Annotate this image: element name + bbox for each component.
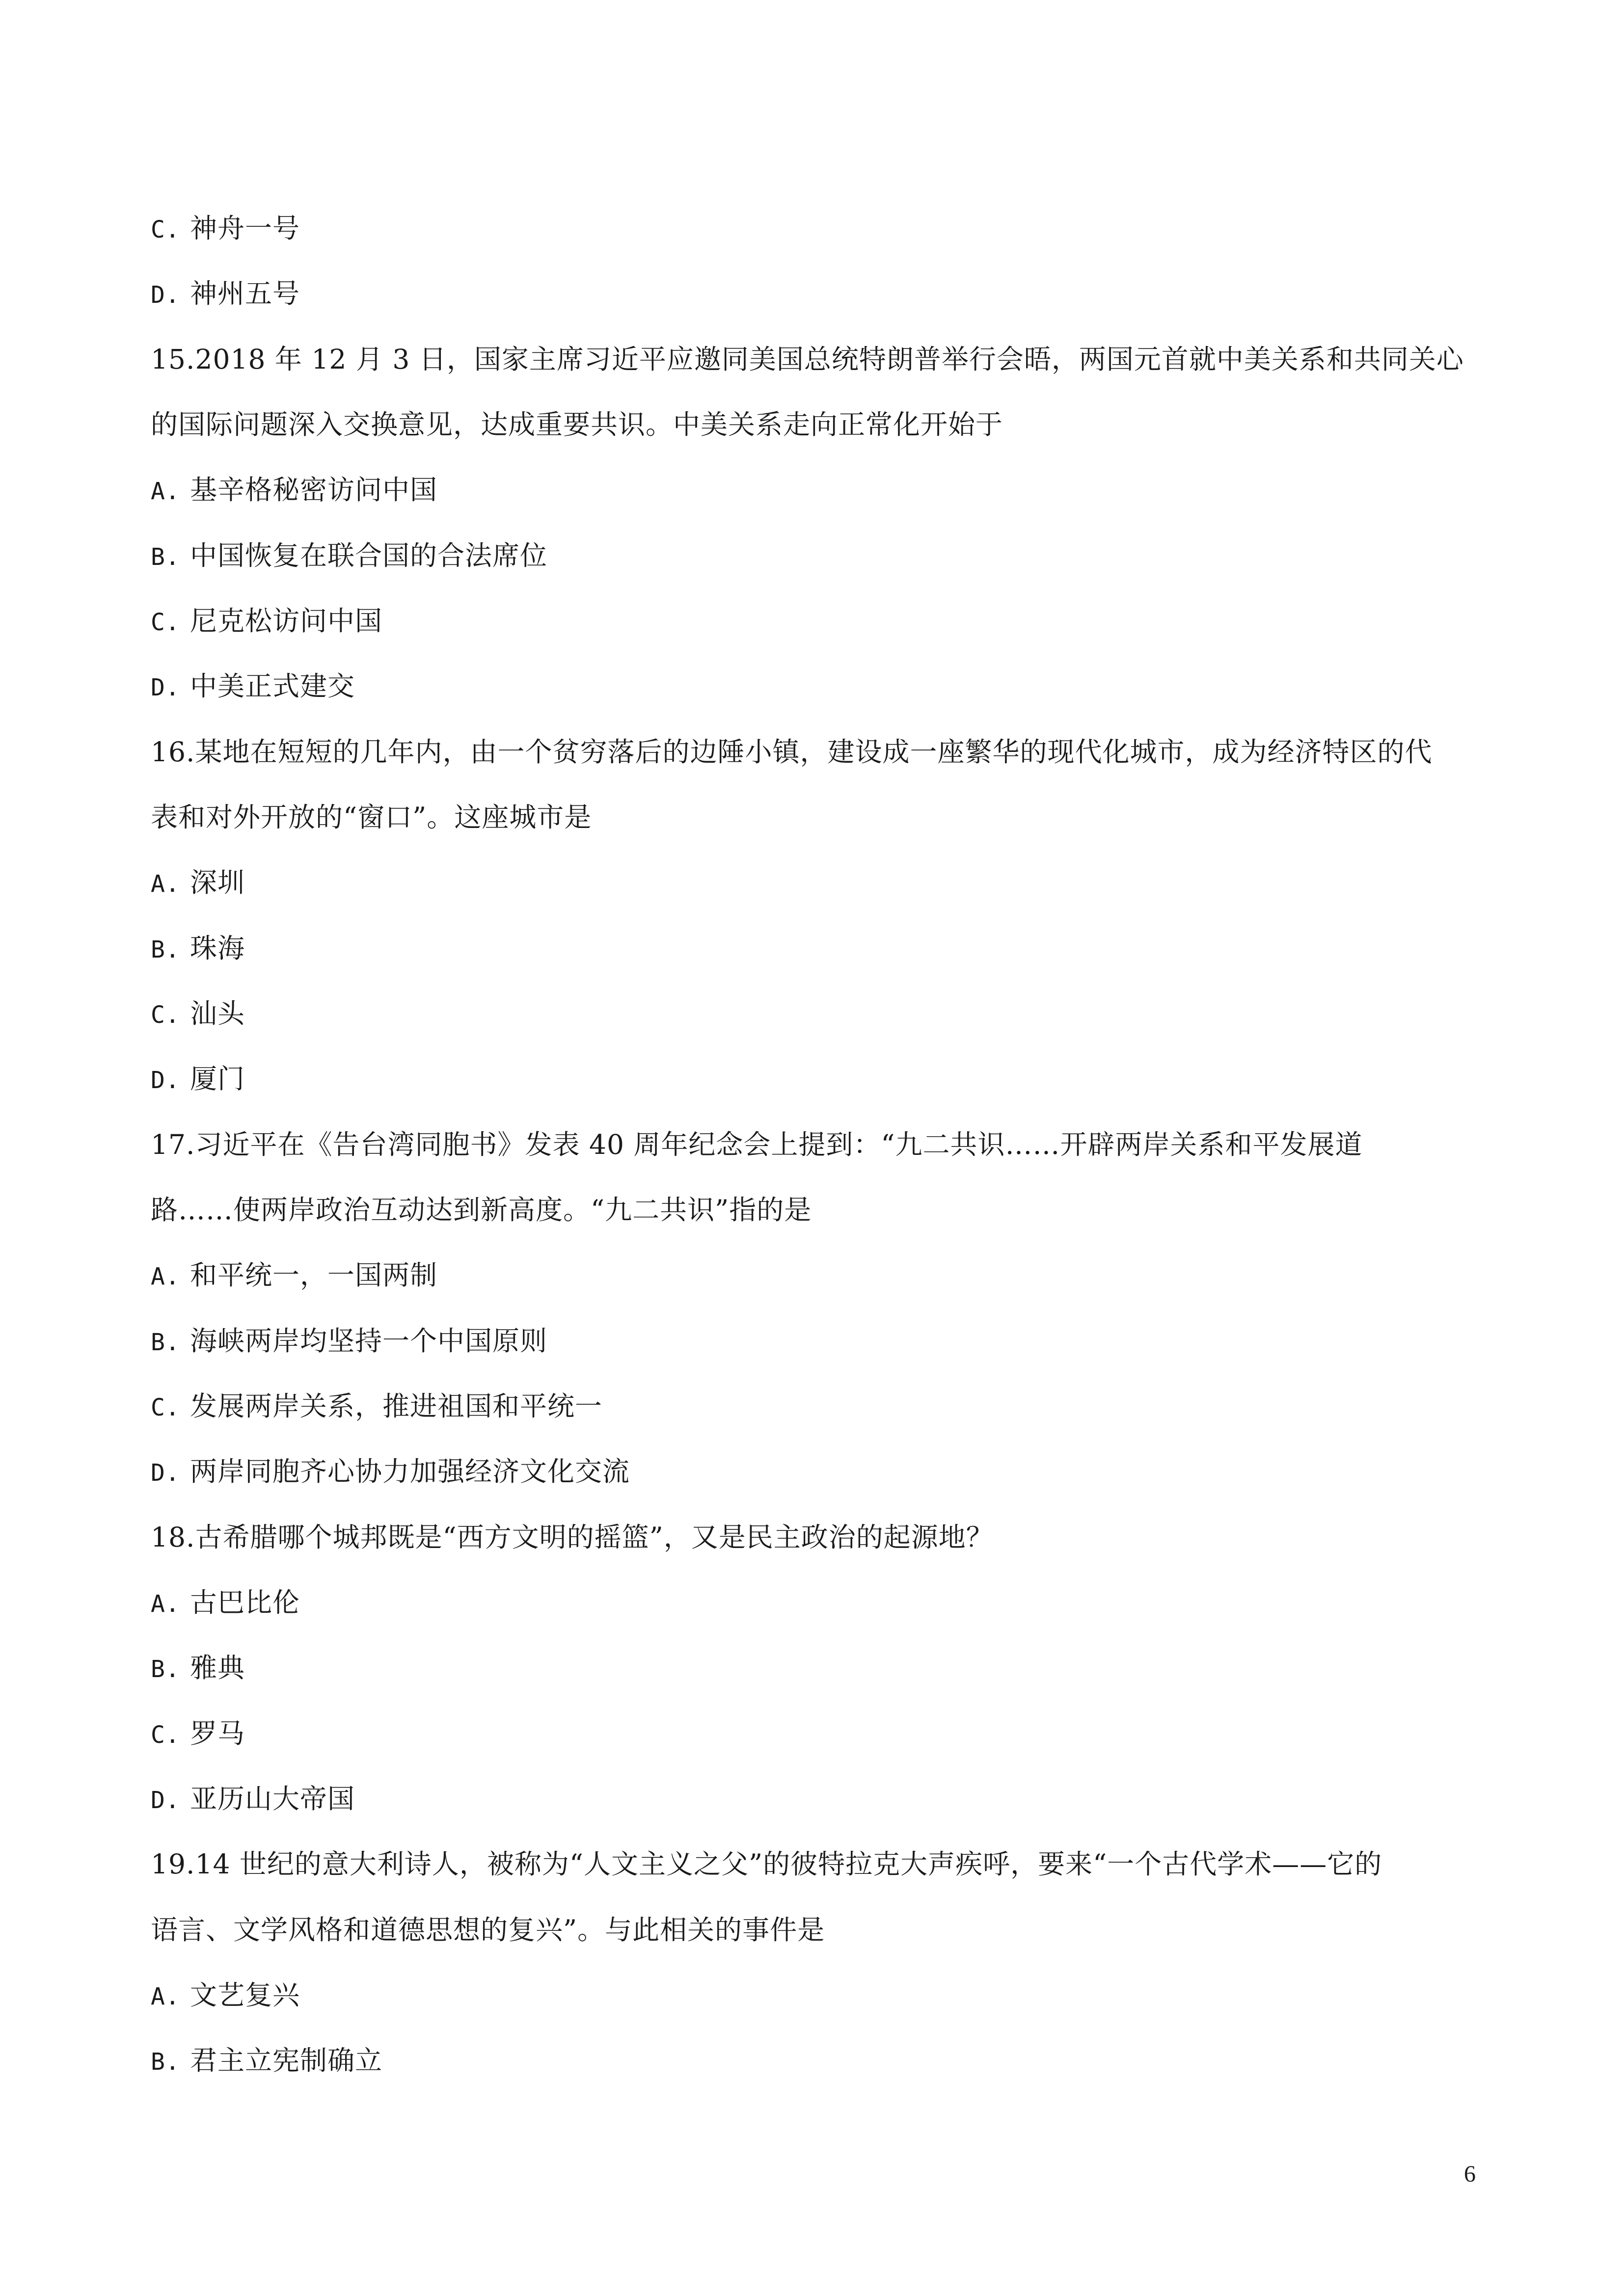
option-text: 深圳	[190, 867, 245, 898]
q18-option-a	[151, 1585, 300, 1621]
option-text: 两岸同胞齐心协力加强经济文化交流	[190, 1456, 630, 1487]
q17-option-c	[151, 1389, 602, 1425]
option-text: 尼克松访问中国	[190, 605, 383, 637]
option-text: 中美正式建交	[190, 670, 355, 702]
option-letter: B.	[151, 2048, 180, 2076]
option-text: 罗马	[190, 1718, 245, 1749]
q18-stem-line1: 18.古希腊哪个城邦既是“西方文明的摇篮”，又是民主政治的起源地？	[151, 1522, 994, 1553]
q15-stem-line1: 15.2018 年 12 月 3 日，国家主席习近平应邀同美国总统特朗普举行会晤，两国元首就中美关系和共同关心	[151, 344, 1464, 375]
option-letter: D.	[151, 1787, 180, 1814]
q18-option-b	[151, 1651, 245, 1686]
q15-option-a	[151, 473, 437, 508]
q16-option-a	[151, 865, 245, 901]
option-text: 汕头	[190, 998, 245, 1029]
option-letter: C.	[151, 609, 180, 636]
option-letter: D.	[151, 281, 180, 309]
option-text: 发展两岸关系，推进祖国和平统一	[190, 1390, 603, 1422]
option-letter: A.	[151, 1263, 180, 1290]
option-letter: C.	[151, 1394, 180, 1421]
option-text: 雅典	[190, 1652, 245, 1683]
page-number: 6	[1464, 2161, 1476, 2187]
option-text: 基辛格秘密访问中国	[190, 474, 438, 506]
q17-option-a	[151, 1258, 437, 1294]
q15-option-b	[151, 538, 547, 574]
option-text: 神州五号	[190, 278, 300, 309]
q17-stem-line2: 路……使两岸政治互动达到新高度。“九二共识”指的是	[151, 1194, 812, 1226]
q16-option-d	[151, 1062, 245, 1097]
q16-stem-line2: 表和对外开放的“窗口”。这座城市是	[151, 801, 592, 833]
option-letter: B.	[151, 1655, 180, 1683]
option-text: 珠海	[190, 933, 245, 964]
option-text: 神舟一号	[190, 213, 300, 244]
option-letter: C.	[151, 216, 180, 243]
option-letter: A.	[151, 1590, 180, 1618]
q16-stem-line1: 16.某地在短短的几年内，由一个贫穷落后的边陲小镇，建设成一座繁华的现代化城市，成为经济特区的代	[151, 736, 1433, 768]
option-text: 海峡两岸均坚持一个中国原则	[190, 1325, 548, 1357]
q14-option-c	[151, 211, 300, 247]
option-text: 文艺复兴	[190, 1979, 300, 2011]
option-text: 中国恢复在联合国的合法席位	[190, 540, 548, 571]
q17-option-b	[151, 1324, 547, 1360]
q16-option-c	[151, 996, 245, 1032]
option-letter: D.	[151, 1459, 180, 1487]
q19-stem-line2: 语言、文学风格和道德思想的复兴”。与此相关的事件是	[151, 1914, 825, 1946]
option-letter: B.	[151, 543, 180, 571]
option-letter: A.	[151, 870, 180, 898]
q19-stem-line1: 19.14 世纪的意大利诗人，被称为“人文主义之父”的彼特拉克大声疾呼，要来“一个古代学术——它的	[151, 1848, 1382, 1880]
option-text: 君主立宪制确立	[190, 2045, 383, 2076]
option-letter: A.	[151, 1983, 180, 2010]
option-text: 古巴比伦	[190, 1587, 300, 1618]
q19-option-b	[151, 2043, 382, 2079]
q19-option-a	[151, 1978, 300, 2014]
q18-option-c	[151, 1716, 245, 1752]
option-letter: A.	[151, 478, 180, 505]
q15-option-d	[151, 669, 355, 705]
option-letter: D.	[151, 674, 180, 701]
q18-option-d	[151, 1782, 355, 1817]
option-letter: C.	[151, 1721, 180, 1749]
option-text: 亚历山大帝国	[190, 1783, 355, 1815]
option-text: 厦门	[190, 1063, 245, 1095]
option-letter: B.	[151, 936, 180, 963]
q17-stem-line1: 17.习近平在《告台湾同胞书》发表 40 周年纪念会上提到：“九二共识……开辟两岸关系和平发展道	[151, 1129, 1363, 1160]
q15-option-c	[151, 604, 382, 640]
q17-option-d	[151, 1454, 630, 1490]
q15-stem-line2: 的国际问题深入交换意见，达成重要共识。中美关系走向正常化开始于	[151, 409, 1003, 440]
option-letter: C.	[151, 1001, 180, 1029]
option-letter: D.	[151, 1067, 180, 1094]
q14-option-d	[151, 276, 300, 312]
option-letter: B.	[151, 1329, 180, 1356]
q16-option-b	[151, 931, 245, 967]
option-text: 和平统一，一国两制	[190, 1259, 438, 1291]
